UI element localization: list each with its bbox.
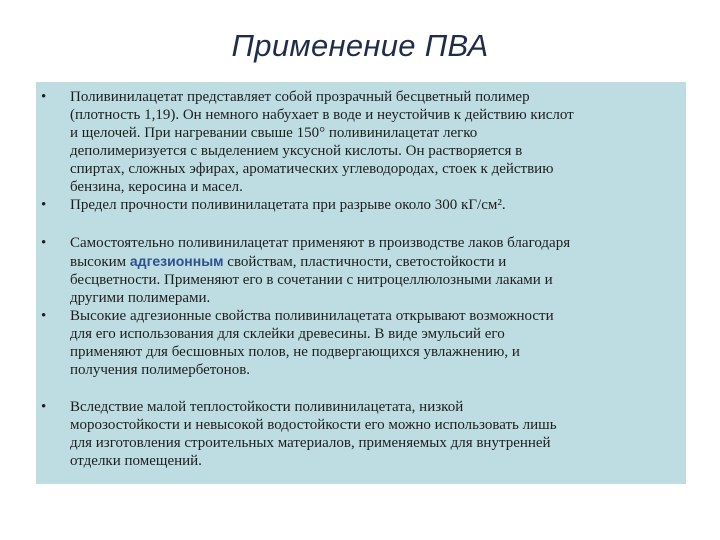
text-line: деполимеризуется с выделением уксусной кислоты. Он растворяется в: [70, 143, 523, 159]
text-line: получения полимербетонов.: [70, 362, 251, 378]
text-line: Предел прочности поливинилацетата при разрыве около 300 кГ/см².: [70, 197, 506, 213]
bullet-marker: •: [41, 308, 47, 324]
text-line: Самостоятельно поливинилацетат применяют в производстве лаков благодаря: [70, 235, 571, 251]
bullet-text: [70, 307, 680, 379]
text-line: и щелочей. При нагревании свыше 150° поливинилацетат легко: [70, 125, 478, 141]
bullet-text: [70, 398, 680, 470]
bullet-marker: •: [41, 399, 47, 415]
bullet-marker: •: [41, 89, 47, 105]
bullet-text: [70, 234, 680, 307]
bullet-marker: •: [41, 197, 47, 213]
text-line: для изготовления строительных материалов, применяемых для внутренней: [70, 435, 551, 451]
content-box: [36, 82, 686, 484]
text-line: отделки помещений.: [70, 453, 202, 469]
text-fragment: свойствам, пластичности, светостойкости и: [223, 254, 507, 270]
text-line: (плотность 1,19). Он немного набухает в воде и неустойчив к действию кислот: [70, 107, 574, 123]
text-line: спиртах, сложных эфирах, ароматических углеводородах, стоек к действию: [70, 161, 554, 177]
bullet-text: [70, 196, 680, 214]
text-line: Вследствие малой теплостойкости поливинилацетата, низкой: [70, 399, 464, 415]
text-line: применяют для бесшовных полов, не подвергающихся увлажнению, и: [70, 344, 520, 360]
text-line: бензина, керосина и масел.: [70, 179, 243, 195]
highlighted-term: адгезионным: [129, 253, 224, 269]
text-line: другими полимерами.: [70, 290, 211, 306]
text-line: Высокие адгезионные свойства поливинилацетата открывают возможности: [70, 308, 554, 324]
text-line: Поливинилацетат представляет собой прозрачный бесцветный полимер: [70, 89, 530, 105]
text-fragment: высоким: [70, 254, 130, 270]
text-line: морозостойкости и невысокой водостойкости его можно использовать лишь: [70, 417, 557, 433]
slide-title: Применение ПВА: [231, 28, 489, 63]
text-line: [70, 252, 680, 271]
text-line: для его использования для склейки древесины. В виде эмульсий его: [70, 326, 505, 342]
text-line: бесцветности. Применяют его в сочетании с нитроцеллюлозными лаками и: [70, 272, 553, 288]
bullet-text: [70, 88, 680, 196]
bullet-marker: •: [41, 235, 47, 251]
